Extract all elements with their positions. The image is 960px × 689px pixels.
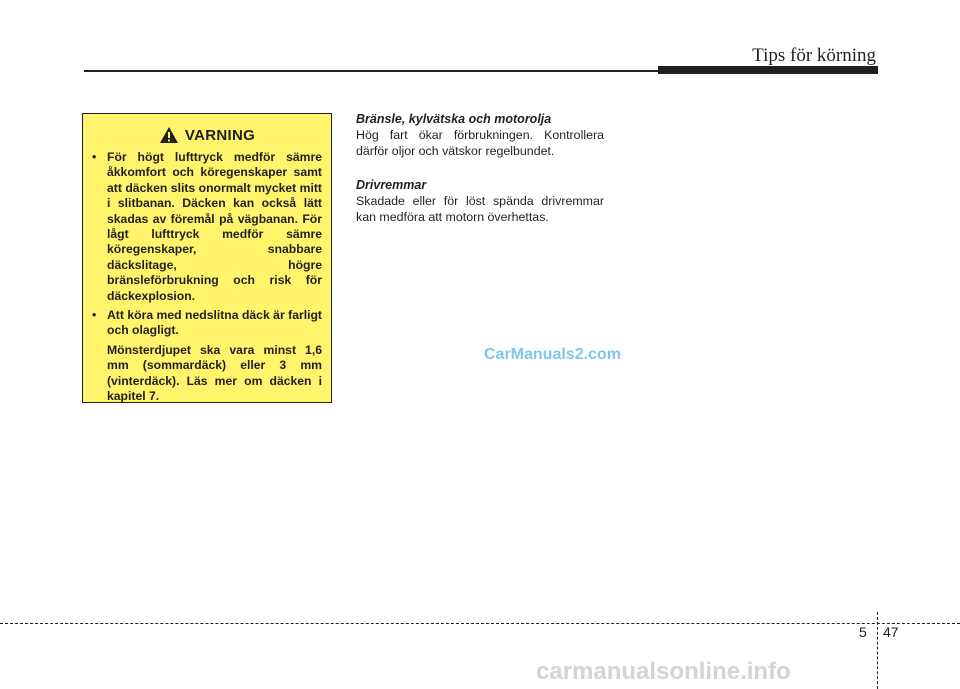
watermark-bottom[interactable]: carmanualsonline.info: [536, 658, 791, 685]
bullet: •: [92, 308, 97, 323]
section-text: Skadade eller för löst spända drivremmar kan medföra att motorn överhettas.: [356, 194, 604, 224]
header-title: Tips för körning: [752, 45, 876, 66]
section-heading: Bränsle, kylvätska och motorolja: [356, 112, 552, 126]
warning-item-text: För högt lufttryck medför sämre åkkomfort och köregenskaper samt att däcken slits onormalt mycket mitt i slitbanan. Däcken kan också lätt skadas av föremål på vägbanan. För lågt lufttryck medför sämre köregenskaper, snabbare däckslitage, högre bränsleförbrukning och risk för däckexplosion.: [107, 150, 322, 303]
header-rule-thick: [658, 66, 878, 74]
warning-triangle-icon: [159, 126, 179, 144]
section-text: Hög fart ökar förbrukningen. Kontrollera därför oljor och vätskor regelbundet.: [356, 128, 604, 158]
warning-title: VARNING: [184, 126, 256, 144]
header-rule-thin: [84, 70, 664, 72]
page-number: 47: [883, 624, 899, 640]
warning-header: [92, 126, 322, 144]
chapter-number: 5: [859, 624, 867, 640]
watermark-center[interactable]: CarManuals2.com: [484, 346, 621, 363]
footer-divider: [877, 612, 878, 689]
warning-list: [92, 150, 322, 405]
warning-item: [92, 308, 322, 404]
warning-item: [92, 150, 322, 304]
warning-box: [82, 113, 332, 403]
section-heading: Drivremmar: [356, 178, 427, 192]
bullet: •: [92, 150, 97, 164]
footer-rule: [0, 623, 960, 624]
warning-item-text: Att köra med nedslitna däck är farligt och olagligt.: [107, 308, 322, 338]
warning-sub-paragraph: Mönsterdjupet ska vara minst 1,6 mm (sommardäck) eller 3 mm (vinterdäck). Läs mer om däcken i kapitel 7.: [107, 342, 322, 404]
